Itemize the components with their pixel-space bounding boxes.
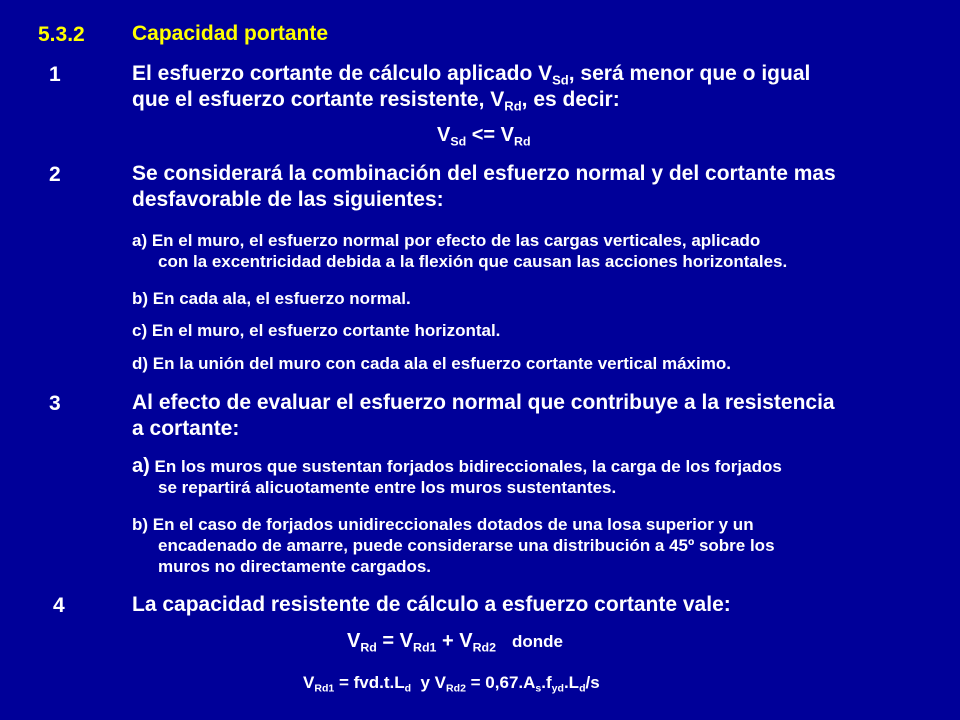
list3-item-a (132, 456, 782, 498)
list2-item-a-line-2: con la excentricidad debida a la flexión que causan las acciones horizontales. (158, 252, 788, 271)
list3-item-b (132, 514, 775, 577)
item-2-text (132, 161, 836, 213)
list2-item-d: d) En la unión del muro con cada ala el esfuerzo cortante vertical máximo. (132, 354, 731, 373)
item-3-line-1: Al efecto de evaluar el esfuerzo normal que contribuye a la resistencia (132, 391, 835, 414)
section-number: 5.3.2 (38, 23, 85, 46)
formula-vrd-sum: $V_{Rd} = V_{Rd1} + V_{Rd2}$ donde (347, 630, 563, 655)
list3-item-a-prefix: a) (132, 455, 150, 477)
list3-item-b-line-3: muros no directamente cargados. (158, 557, 432, 576)
item-3-line-2: a cortante: (132, 417, 240, 440)
item-number-4: 4 (53, 594, 65, 617)
list3-item-a-line-2: se repartirá alicuotamente entre los muros sustentantes. (158, 478, 617, 497)
section-title: Capacidad portante (132, 22, 329, 45)
item-number-1: 1 (49, 63, 61, 86)
formula-vrd1-vrd2: $V_{Rd1} = fvd.t.L_d$ y $V_{Rd2} = 0,67.A_s.f_{yd}.L_d/s$ (303, 673, 600, 695)
item-3-text (132, 390, 835, 442)
list3-item-a-line-1: En los muros que sustentan forjados bidireccionales, la carga de los forjados (149, 457, 782, 476)
list2-item-b: b) En cada ala, el esfuerzo normal. (132, 289, 411, 308)
item-1-line-2: que el esfuerzo cortante resistente, $V_{Rd}$, es decir: (132, 88, 620, 114)
item-number-3: 3 (49, 392, 61, 415)
list3-item-b-line-1: b) En el caso de forjados unidireccionales dotados de una losa superior y un (132, 515, 754, 534)
item-1-line-1: El esfuerzo cortante de cálculo aplicado $V_{Sd}$, será menor que o igual (132, 62, 811, 88)
item-1-text (132, 61, 810, 113)
item-2-line-1: Se considerará la combinación del esfuerzo normal y del cortante mas (132, 162, 836, 185)
item-2-line-2: desfavorable de las siguientes: (132, 188, 444, 211)
list2-item-c: c) En el muro, el esfuerzo cortante horizontal. (132, 321, 501, 340)
list3-item-b-line-2: encadenado de amarre, puede considerarse una distribución a 45º sobre los (158, 536, 775, 555)
item-4-text: La capacidad resistente de cálculo a esfuerzo cortante vale: (132, 593, 731, 616)
formula-vsd-vrd: $V_{Sd} <= V_{Rd}$ (437, 124, 531, 149)
item-number-2: 2 (49, 163, 61, 186)
formula-donde: donde (512, 632, 563, 651)
list2-item-a (132, 230, 787, 272)
list2-item-a-line-1: a) En el muro, el esfuerzo normal por efecto de las cargas verticales, aplicado (132, 231, 761, 250)
